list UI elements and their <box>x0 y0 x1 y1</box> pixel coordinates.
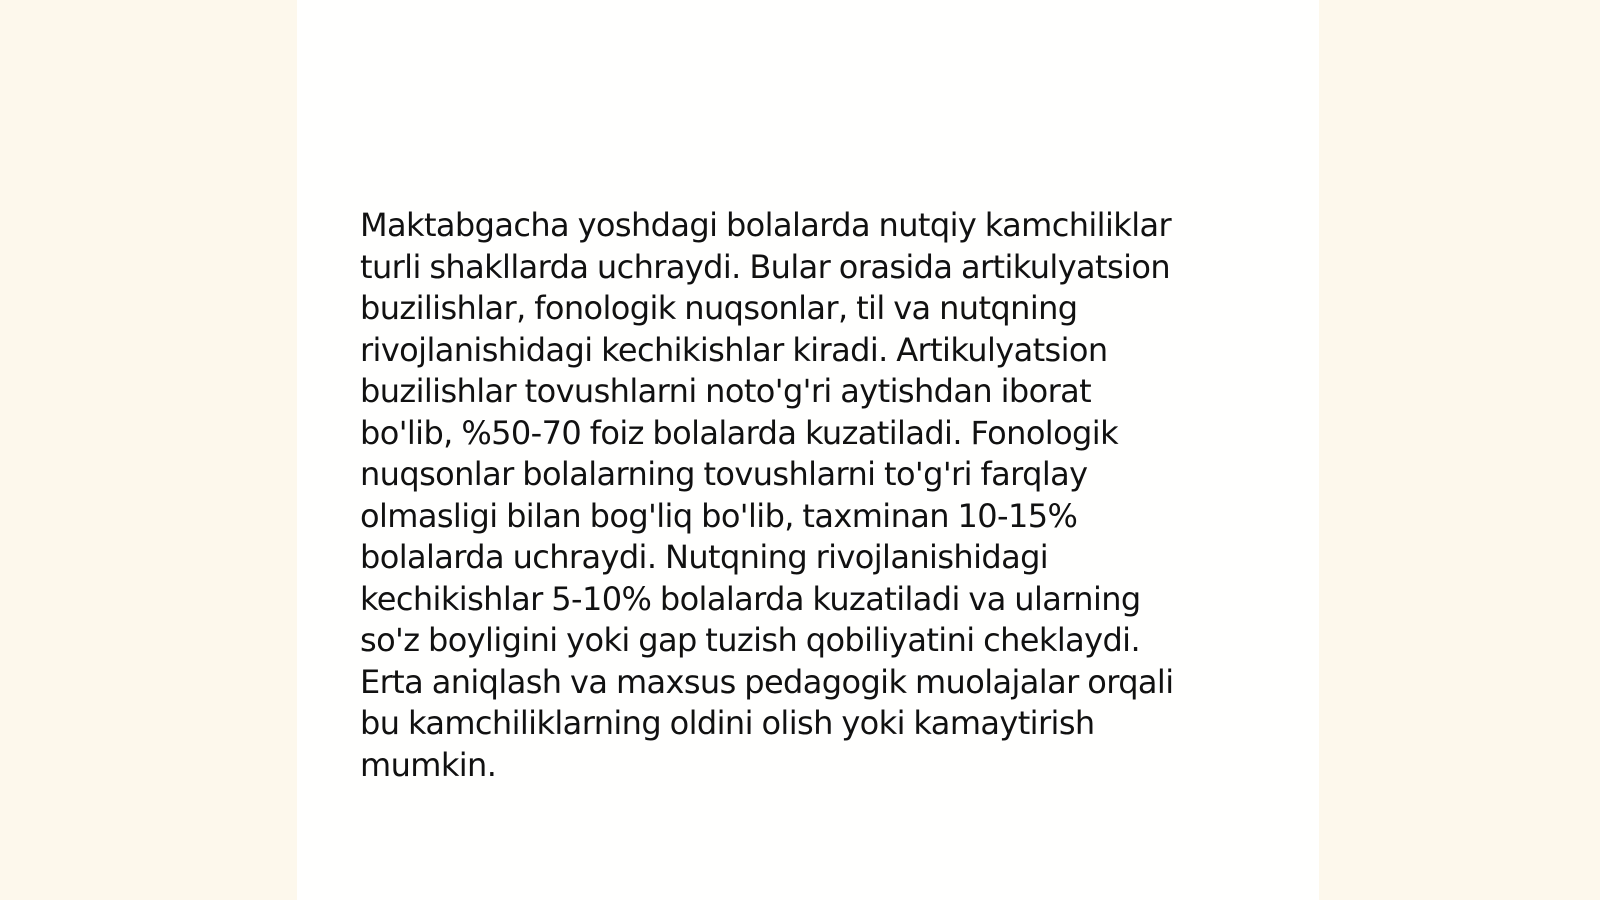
paragraph-line: rivojlanishidagi kechikishlar kiradi. Artikulyatsion <box>360 330 1108 369</box>
paragraph-line: buzilishlar tovushlarni noto'g'ri aytishdan iborat <box>360 372 1092 410</box>
paragraph-line: turli shakllarda uchraydi. Bular orasida artikulyatsion <box>360 247 1171 286</box>
document-sheet <box>297 0 1319 900</box>
paragraph-line: kechikishlar 5-10% bolalarda kuzatiladi va ularning <box>360 579 1141 618</box>
paragraph-line: bolalarda uchraydi. Nutqning rivojlanishidagi <box>360 538 1049 576</box>
paragraph-line: Maktabgacha yoshdagi bolalarda nutqiy kamchiliklar <box>360 206 1172 244</box>
paragraph-line: olmasligi bilan bog'liq bo'lib, taxminan 10-15% <box>360 496 1078 535</box>
paragraph-line: bu kamchiliklarning oldini olish yoki kamaytirish <box>360 704 1095 742</box>
body-paragraph <box>360 205 1260 786</box>
paragraph-line: bo'lib, %50-70 foiz bolalarda kuzatiladi. Fonologik <box>360 413 1118 452</box>
paragraph-line: Erta aniqlash va maxsus pedagogik muolajalar orqali <box>360 662 1174 701</box>
paragraph-line: mumkin. <box>360 745 497 784</box>
paragraph-line: buzilishlar, fonologik nuqsonlar, til va nutqning <box>360 289 1078 327</box>
paragraph-line: so'z boyligini yoki gap tuzish qobiliyatini cheklaydi. <box>360 621 1141 659</box>
paragraph-line: nuqsonlar bolalarning tovushlarni to'g'ri farqlay <box>360 455 1088 493</box>
